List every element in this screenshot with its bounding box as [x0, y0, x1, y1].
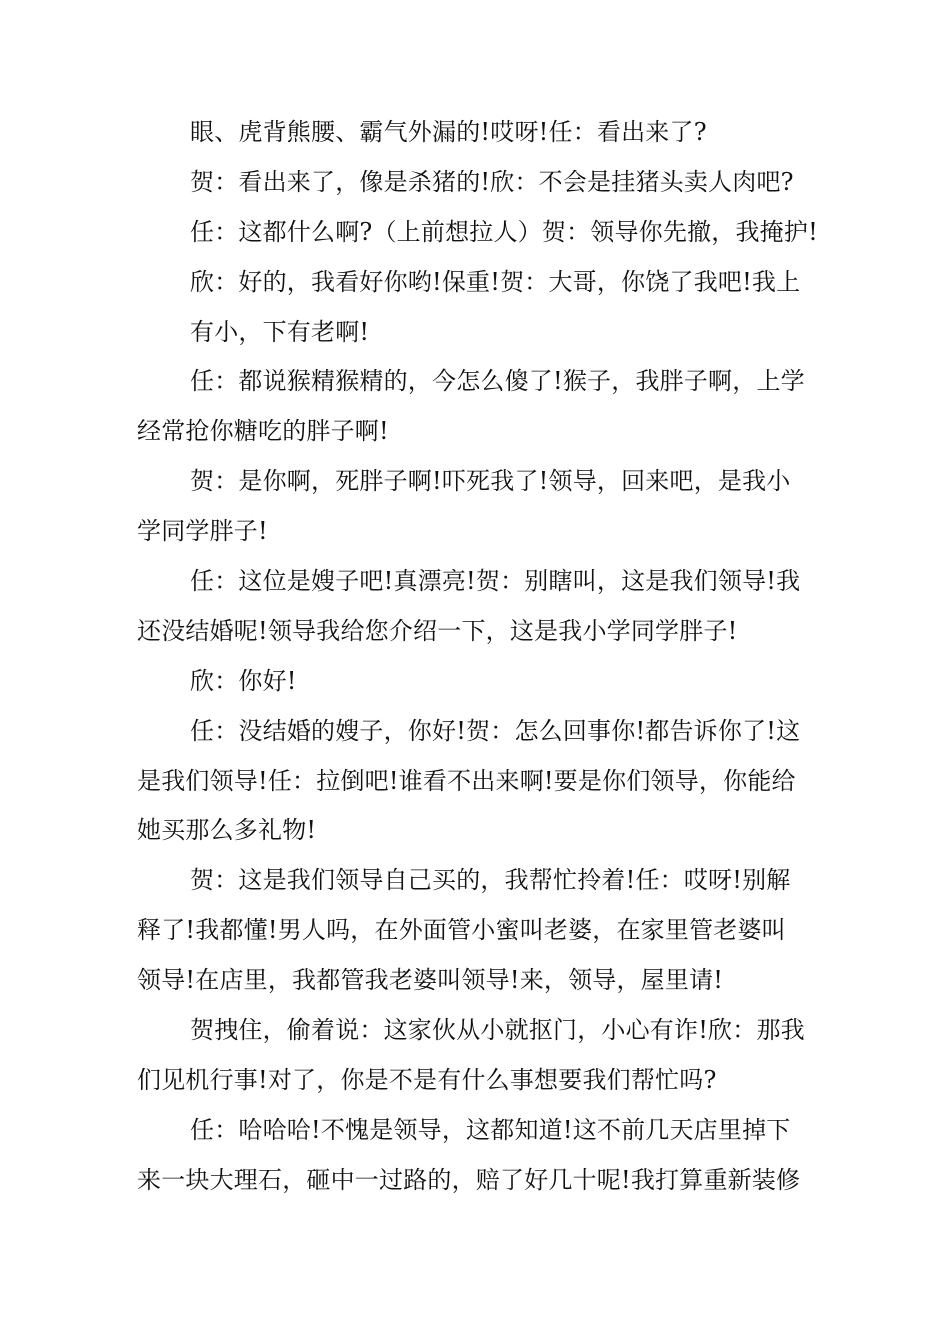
text-line: 任：这位是嫂子吧!真漂亮!贺：别瞎叫，这是我们领导!我 [190, 567, 801, 596]
text-line: 贺拽住，偷着说：这家伙从小就抠门，小心有诈!欣：那我 [190, 1016, 805, 1045]
text-line: 是我们领导!任：拉倒吧!谁看不出来啊!要是你们领导，你能给 [137, 766, 796, 795]
text-line: 任：这都什么啊?（上前想拉人）贺：领导你先撤，我掩护! [190, 217, 818, 246]
text-line: 任：哈哈哈!不愧是领导，这都知道!这不前几天店里掉下 [190, 1115, 791, 1144]
text-line: 贺：这是我们领导自己买的，我帮忙拎着!任：哎呀!别解 [190, 866, 791, 895]
text-line: 她买那么多礼物! [137, 816, 317, 845]
text-line: 还没结婚呢!领导我给您介绍一下，这是我小学同学胖子! [137, 616, 738, 645]
text-line: 任：都说猴精猴精的，今怎么傻了!猴子，我胖子啊，上学 [190, 367, 805, 396]
text-line: 贺：是你啊，死胖子啊!吓死我了!领导，回来吧，是我小 [190, 467, 791, 496]
text-line: 有小，下有老啊! [190, 317, 370, 346]
text-line: 经常抢你糖吃的胖子啊! [137, 417, 389, 446]
text-line: 释了!我都懂!男人吗，在外面管小蜜叫老婆，在家里管老婆叫 [137, 916, 786, 945]
text-line: 们见机行事!对了，你是不是有什么事想要我们帮忙吗? [137, 1065, 717, 1094]
text-line: 领导!在店里，我都管我老婆叫领导!来，领导，屋里请! [137, 966, 724, 995]
text-line: 贺：看出来了，像是杀猪的!欣：不会是挂猪头卖人肉吧? [190, 167, 794, 196]
text-line: 欣：好的，我看好你哟!保重!贺：大哥，你饶了我吧!我上 [190, 267, 801, 296]
text-line: 学同学胖子! [137, 517, 268, 546]
text-line: 欣：你好! [190, 666, 297, 695]
text-line: 眼、虎背熊腰、霸气外漏的!哎呀!任：看出来了? [190, 118, 707, 146]
text-line: 来一块大理石，砸中一过路的，赔了好几十呢!我打算重新装修 [137, 1165, 801, 1194]
text-line: 任：没结婚的嫂子，你好!贺：怎么回事你!都告诉你了!这 [190, 716, 801, 745]
script-text-block [137, 108, 827, 1206]
